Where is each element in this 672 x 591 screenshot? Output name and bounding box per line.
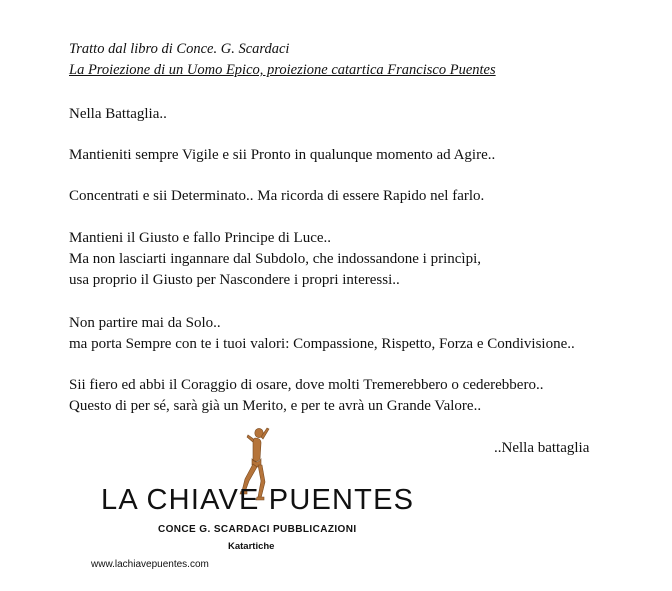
source-title: Tratto dal libro di Conce. G. Scardaci [69,41,290,57]
poem-line: Questo di per sé, sarà già un Merito, e per te avrà un Grande Valore.. [69,398,482,414]
poem-line: Non partire mai da Solo.. [69,315,221,331]
poem-stanza-2 [69,145,495,166]
website-url: www.lachiavepuentes.com [91,559,209,570]
poem-line: Mantieni il Giusto e fallo Principe di Luce.. [69,230,332,246]
source-book-title: La Proiezione di un Uomo Epico, proiezione catartica Francisco Puentes [69,62,496,78]
poem-stanza-1 [69,104,167,125]
poem-line: Nella Battaglia.. [69,106,167,122]
publisher-name: CONCE G. SCARDACI PUBBLICAZIONI [158,524,357,535]
poem-signoff: ..Nella battaglia [494,440,590,456]
publisher-tagline: Katartiche [228,541,275,552]
poem-stanza-4 [69,228,481,291]
poem-line: Concentrati e sii Determinato.. Ma ricorda di essere Rapido nel farlo. [69,188,485,204]
poem-line: ma porta Sempre con te i tuoi valori: Compassione, Rispetto, Forza e Condivisione.. [69,336,575,352]
brand-name: LA CHIAVE PUENTES [101,484,415,516]
poem-line: Ma non lasciarti ingannare dal Subdolo, che indossandone i princìpi, [69,251,481,267]
poem-line: Mantieniti sempre Vigile e sii Pronto in qualunque momento ad Agire.. [69,147,496,163]
poem-stanza-3 [69,186,484,207]
poem-line: usa proprio il Giusto per Nascondere i propri interessi.. [69,272,400,288]
poem-line: Sii fiero ed abbi il Coraggio di osare, dove molti Tremerebbero o cederebbero.. [69,377,544,393]
poem-stanza-6 [69,375,543,417]
poem-stanza-5 [69,313,575,355]
